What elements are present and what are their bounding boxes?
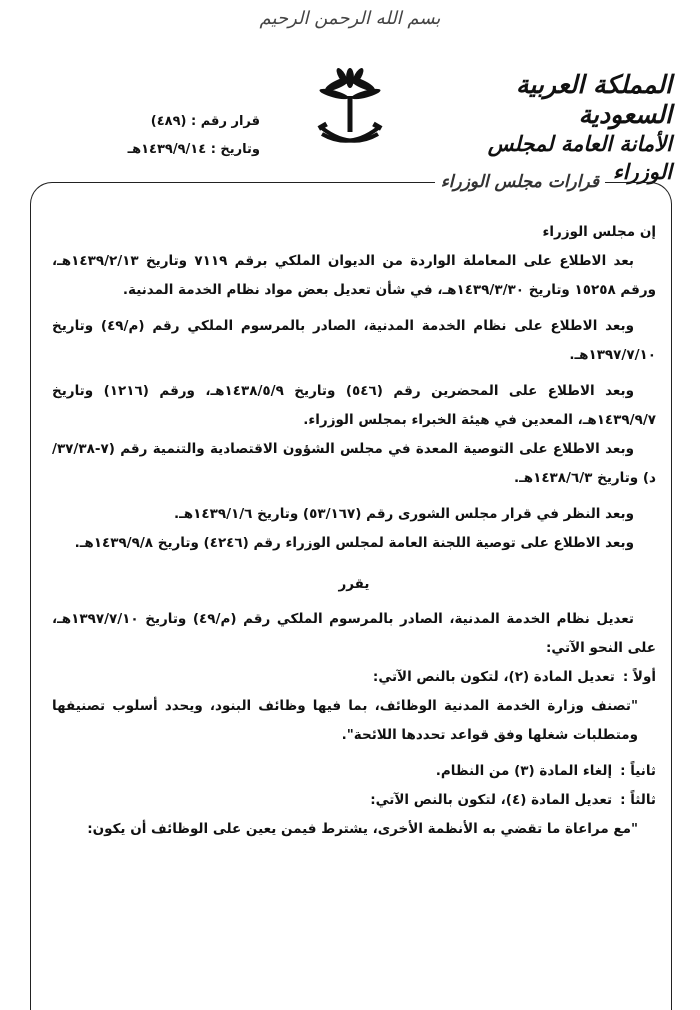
kingdom-name: المملكة العربية السعودية	[516, 70, 672, 129]
paragraph-5: وبعد النظر في قرار مجلس الشورى رقم (٥٣/١٦٧) وتاريخ ١٤٣٩/١/٦هـ.	[174, 506, 634, 522]
item-3-quote: "مع مراعاة ما تقضي به الأنظمة الأخرى، يشترط فيمن يعين على الوظائف أن يكون:	[87, 821, 638, 837]
secretariat-name: الأمانة العامة لمجلس الوزراء	[487, 131, 672, 184]
item-2-text: إلغاء المادة (٣) من النظام.	[435, 763, 613, 779]
decision-info	[80, 108, 260, 164]
issuer-block	[452, 70, 672, 186]
item-2	[52, 757, 656, 786]
decision-date: وتاريخ : ١٤٣٩/٩/١٤هـ	[127, 142, 260, 157]
paragraph-2: وبعد الاطلاع على نظام الخدمة المدنية، الصادر بالمرسوم الملكي رقم (م/٤٩) وتاريخ ١٣٩٧/٧/١٠هـ.	[52, 318, 656, 363]
decision-number: قرار رقم : (٤٨٩)	[150, 114, 260, 129]
item-1-text: تعديل المادة (٢)، لتكون بالنص الآتي:	[372, 669, 615, 685]
item-3-text: تعديل المادة (٤)، لتكون بالنص الآتي:	[370, 792, 613, 808]
paragraph-1: بعد الاطلاع على المعاملة الواردة من الديوان الملكي برقم ٧١١٩ وتاريخ ١٤٣٩/٢/١٣هـ، ورقم ١٥٢٥٨ وتاريخ ١٤٣٩/٣/٣٠هـ، في شأن تعديل بعض مواد نظام الخدمة المدنية.	[52, 253, 656, 298]
decides-heading: يقرر	[338, 576, 370, 592]
paragraph-3: وبعد الاطلاع على المحضرين رقم (٥٤٦) وتاريخ ١٤٣٨/٥/٩هـ، ورقم (١٢١٦) وتاريخ ١٤٣٩/٩/٧هـ، المعدين في هيئة الخبراء بمجلس الوزراء.	[52, 383, 656, 428]
item-1-quote: "تصنف وزارة الخدمة المدنية الوظائف، بما فيها وظائف البنود، ويحدد أسلوب تصنيفها ومتطلبات شغلها وفق قواعد تحددها اللائحة".	[52, 698, 638, 743]
bismillah-heading: بسم الله الرحمن الرحيم	[259, 8, 441, 29]
item-2-number: ثانياً :	[620, 763, 656, 779]
palm-swords-emblem-icon	[316, 68, 384, 152]
item-1-number: أولاً :	[622, 669, 656, 685]
paragraph-6: وبعد الاطلاع على توصية اللجنة العامة لمجلس الوزراء رقم (٤٢٤٦) وتاريخ ١٤٣٩/٩/٨هـ.	[74, 535, 634, 551]
item-1	[52, 663, 656, 692]
item-3-number: ثالثاً :	[620, 792, 656, 808]
opening-line: إن مجلس الوزراء	[542, 224, 656, 240]
paragraph-4: وبعد الاطلاع على التوصية المعدة في مجلس الشؤون الاقتصادية والتنمية رقم (٧-٣٧/٣٨/د) وتاريخ ١٤٣٨/٦/٣هـ.	[52, 441, 656, 486]
section-label: قرارات مجلس الوزراء	[435, 172, 605, 192]
item-3	[52, 786, 656, 815]
paragraph-7: تعديل نظام الخدمة المدنية، الصادر بالمرسوم الملكي رقم (م/٤٩) وتاريخ ١٣٩٧/٧/١٠هـ، على النحو الآتي:	[52, 611, 656, 656]
decision-body	[52, 218, 656, 844]
